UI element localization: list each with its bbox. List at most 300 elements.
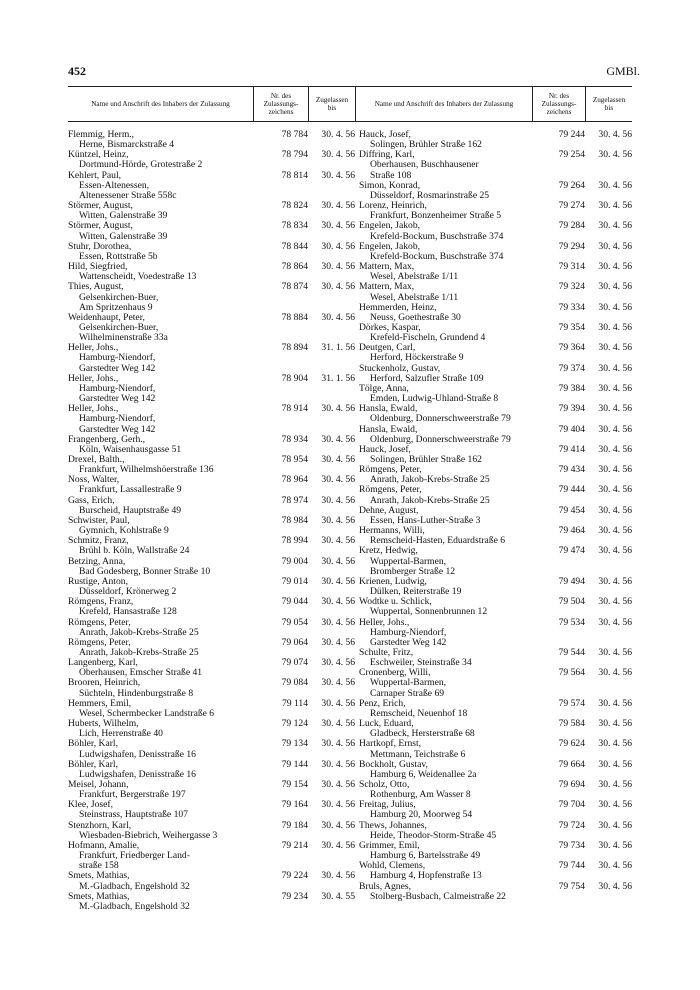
- holder-address-line: Witten, Galenstraße 39: [79, 230, 168, 242]
- holder-address-line: Solingen, Brühler Straße 162: [370, 454, 482, 465]
- table-row: [68, 201, 355, 221]
- registration-number: 79 274: [558, 200, 585, 212]
- table-row: [355, 384, 632, 404]
- holder-address-line: Frankfurt, Bergerstraße 197: [79, 789, 186, 801]
- valid-until-date: 30. 4. 56: [598, 504, 632, 516]
- holder-name: Freitag, Julius,: [359, 799, 416, 811]
- valid-until-date: 30. 4. 56: [321, 311, 355, 323]
- holder-address-line: Essen-Altenessen,: [79, 179, 150, 191]
- holder-name: Heller, Johs.,: [68, 372, 119, 384]
- holder-name-address: [355, 597, 542, 617]
- valid-until-date: 30. 4. 56: [321, 169, 355, 181]
- registration-number: 78 974: [281, 494, 308, 506]
- table-row: [355, 465, 632, 485]
- right-column: [355, 86, 632, 902]
- holder-name: Thies, August,: [68, 281, 124, 293]
- holder-name-address: [355, 221, 542, 241]
- holder-name-address: [355, 262, 542, 282]
- valid-until-date: 30. 4. 56: [598, 220, 632, 232]
- holder-name-address: [355, 282, 542, 302]
- registration-number: 79 494: [558, 575, 585, 587]
- valid-until-date: 30. 4. 56: [598, 758, 632, 770]
- holder-name-address: [355, 526, 542, 546]
- table-row: [68, 475, 355, 495]
- holder-address-line: Hamburg 6, Weidenallee 2a: [370, 768, 477, 780]
- holder-name-address: [68, 374, 263, 404]
- valid-until-date: 30. 4. 56: [598, 880, 632, 892]
- registration-number: 79 624: [558, 738, 585, 750]
- holder-address-line: M.-Gladbach, Engelshold 32: [79, 900, 190, 912]
- valid-until-date: 30. 4. 56: [598, 718, 632, 730]
- holder-name-address: [355, 648, 542, 668]
- table-row: [355, 526, 632, 546]
- holder-name-address: [355, 506, 542, 526]
- holder-name: Brooren, Heinrich,: [68, 677, 141, 689]
- holder-name-address: [68, 597, 263, 617]
- table-row: [355, 404, 632, 424]
- registration-number: 79 244: [558, 129, 585, 140]
- holder-name-address: [68, 800, 263, 820]
- table-row: [68, 343, 355, 373]
- holder-name: Diffring, Karl,: [359, 149, 415, 161]
- holder-address-line: straße 158: [79, 860, 119, 872]
- table-row: [355, 618, 632, 648]
- holder-name-address: [355, 821, 542, 841]
- entry-list: [355, 130, 632, 902]
- header-valid-until: Zugelassen bis: [585, 87, 632, 121]
- table-row: [68, 150, 355, 170]
- holder-name-address: [355, 780, 542, 800]
- registration-number: 79 724: [558, 819, 585, 831]
- header-number: Nr. des Zulassungs-zeichens: [532, 87, 585, 121]
- registration-number: 79 294: [558, 240, 585, 252]
- registration-number: 78 894: [281, 342, 308, 354]
- holder-name: Römgens, Franz,: [68, 596, 134, 608]
- holder-address-line: Hamburg 20, Moorweg 54: [370, 809, 473, 821]
- table-row: [68, 597, 355, 617]
- holder-name-address: [68, 496, 263, 516]
- valid-until-date: 30. 4. 56: [598, 779, 632, 790]
- holder-name-address: [355, 364, 542, 384]
- registration-number: 79 014: [281, 575, 308, 587]
- holder-address-line: Anrath, Jakob-Krebs-Straße 25: [79, 626, 199, 638]
- registration-number: 79 154: [281, 779, 308, 790]
- holder-address-line: Steinstrass, Hauptstraße 107: [79, 809, 188, 821]
- valid-until-date: 31. 1. 56: [321, 372, 355, 384]
- table-row: [68, 719, 355, 739]
- table-row: [68, 313, 355, 343]
- registration-number: 79 314: [558, 261, 585, 273]
- holder-name: Römgens, Peter,: [359, 464, 422, 476]
- valid-until-date: 30. 4. 56: [598, 646, 632, 658]
- registration-number: 78 904: [281, 372, 308, 384]
- registration-number: 79 144: [281, 758, 308, 770]
- table-row: [68, 577, 355, 597]
- left-column: [68, 86, 355, 912]
- valid-until-date: 30. 4. 56: [321, 149, 355, 161]
- table-row: [68, 760, 355, 780]
- valid-until-date: 30. 4. 56: [598, 464, 632, 476]
- table-row: [68, 404, 355, 434]
- valid-until-date: 30. 4. 56: [598, 839, 632, 851]
- holder-address-line: M.-Gladbach, Engelshold 32: [79, 880, 190, 892]
- holder-address-line: Hamburg-Niendorf,: [370, 626, 447, 638]
- holder-address-line: Krefeld-Bockum, Buschstraße 374: [370, 250, 504, 262]
- holder-address-line: Essen, Hans-Luther-Straße 3: [370, 514, 481, 526]
- holder-name-address: [355, 130, 542, 150]
- holder-name-address: [68, 201, 263, 221]
- holder-address-line: Bromberger Straße 12: [370, 565, 456, 577]
- holder-name-address: [355, 699, 542, 719]
- valid-until-date: 30. 4. 56: [598, 382, 632, 394]
- holder-address-line: Oldenburg, Donnerschweerstraße 79: [370, 413, 511, 425]
- holder-name: Römgens, Peter,: [359, 484, 422, 496]
- holder-address-line: Lich, Herrenstraße 40: [79, 728, 163, 740]
- holder-address-line: Am Spritzenhaus 9: [79, 301, 153, 313]
- registration-number: 79 354: [558, 321, 585, 333]
- registration-number: 79 164: [281, 799, 308, 811]
- holder-address-line: Bad Godesberg, Bonner Straße 10: [79, 565, 211, 577]
- table-row: [68, 374, 355, 404]
- valid-until-date: 30. 4. 56: [598, 149, 632, 161]
- holder-name: Hemmers, Emil,: [68, 697, 132, 709]
- holder-name-address: [68, 760, 263, 780]
- table-row: [68, 699, 355, 719]
- holder-address-line: Ludwigshafen, Denisstraße 16: [79, 748, 196, 760]
- valid-until-date: 30. 4. 56: [321, 200, 355, 212]
- holder-name: Engelen, Jakob,: [359, 240, 421, 252]
- holder-address-line: Düsseldorf, Krönerweg 2: [79, 586, 177, 598]
- registration-number: 78 824: [281, 200, 308, 212]
- table-row: [355, 242, 632, 262]
- registration-number: 79 454: [558, 504, 585, 516]
- holder-name: Stuckenholz, Gustav,: [359, 362, 441, 374]
- holder-address-line: Wesel, Schermbecker Landstraße 6: [79, 707, 215, 719]
- holder-name: Betzing, Anna,: [68, 555, 126, 567]
- valid-until-date: 30. 4. 56: [321, 575, 355, 587]
- holder-address-line: Remscheid, Neuenhof 18: [370, 707, 468, 719]
- registration-number: 79 234: [281, 890, 308, 902]
- valid-until-date: 30. 4. 56: [321, 697, 355, 709]
- table-row: [355, 262, 632, 282]
- registration-number: 79 704: [558, 799, 585, 811]
- registration-number: 79 584: [558, 718, 585, 730]
- holder-address-line: Dülken, Reiterstraße 19: [370, 586, 462, 598]
- holder-name-address: [68, 171, 263, 201]
- holder-name-address: [68, 262, 263, 282]
- holder-name: Wodtke u. Schlick,: [359, 596, 432, 608]
- registration-number: 79 064: [281, 636, 308, 648]
- registration-number: 78 834: [281, 220, 308, 232]
- holder-address-line: Remscheid-Hasten, Eduardstraße 6: [370, 535, 506, 547]
- holder-name: Gass, Erich,: [68, 494, 115, 506]
- valid-until-date: 30. 4. 56: [321, 677, 355, 689]
- valid-until-date: 30. 4. 56: [321, 261, 355, 273]
- table-row: [355, 882, 632, 902]
- registration-number: 79 334: [558, 301, 585, 313]
- holder-name: Mattern, Max,: [359, 261, 415, 273]
- holder-name-address: [355, 201, 542, 221]
- holder-name: Störmer, August,: [68, 200, 133, 212]
- valid-until-date: 30. 4. 56: [321, 555, 355, 567]
- registration-number: 79 084: [281, 677, 308, 689]
- valid-until-date: 30. 4. 56: [598, 403, 632, 415]
- holder-name-address: [355, 719, 542, 739]
- valid-until-date: 30. 4. 55: [321, 890, 355, 902]
- holder-name: Wohld, Clemens,: [359, 860, 426, 872]
- holder-name-address: [68, 516, 263, 536]
- table-row: [68, 516, 355, 536]
- valid-until-date: 30. 4. 56: [321, 494, 355, 506]
- holder-name-address: [68, 638, 263, 658]
- holder-name-address: [355, 242, 542, 262]
- holder-name: Hild, Siegfried,: [68, 261, 128, 273]
- holder-name-address: [68, 536, 263, 556]
- table-row: [68, 841, 355, 871]
- holder-address-line: Ludwigshafen, Denisstraße 16: [79, 768, 196, 780]
- valid-until-date: 30. 4. 56: [321, 596, 355, 608]
- holder-address-line: Köln, Waisenhausgasse 51: [79, 443, 182, 455]
- registration-number: 79 374: [558, 362, 585, 374]
- valid-until-date: 30. 4. 56: [321, 403, 355, 415]
- holder-address-line: Burscheid, Hauptstraße 49: [79, 504, 182, 516]
- holder-address-line: Gymnich, Kohlstraße 9: [79, 525, 169, 537]
- header-valid-until: Zugelassen bis: [308, 87, 355, 121]
- holder-name: Drexel, Balth.,: [68, 454, 125, 465]
- registration-number: 79 394: [558, 403, 585, 415]
- registration-number: 79 254: [558, 149, 585, 161]
- holder-name: Hauck, Josef,: [359, 443, 411, 455]
- registration-number: 78 864: [281, 261, 308, 273]
- holder-address-line: Brühl b. Köln, Wallstraße 24: [79, 545, 190, 557]
- table-row: [355, 323, 632, 343]
- holder-address-line: Oberhausen, Buschhausener: [370, 159, 479, 171]
- registration-number: 78 874: [281, 281, 308, 293]
- holder-address-line: Wuppertal-Barmen,: [370, 677, 447, 689]
- holder-name-address: [68, 150, 263, 170]
- registration-number: 79 694: [558, 779, 585, 790]
- holder-name-address: [68, 892, 263, 912]
- holder-name-address: [68, 780, 263, 800]
- holder-name: Hemmerden, Heinz,: [359, 301, 437, 313]
- holder-address-line: Eschweiler, Steinstraße 34: [370, 657, 472, 669]
- holder-name-address: [68, 871, 263, 891]
- table-row: [355, 445, 632, 465]
- valid-until-date: 31. 1. 56: [321, 342, 355, 354]
- table-row: [68, 821, 355, 841]
- registration-number: 79 564: [558, 667, 585, 679]
- table-row: [355, 130, 632, 150]
- holder-address-line: Rothenburg, Am Wasser 8: [370, 789, 471, 801]
- holder-name: Schwister, Paul,: [68, 514, 130, 526]
- holder-name: Mattern, Max,: [359, 281, 415, 293]
- holder-name-address: [68, 282, 263, 312]
- holder-name-address: [355, 739, 542, 759]
- registration-number: 79 324: [558, 281, 585, 293]
- holder-address-line: Gelsenkirchen-Buer,: [79, 291, 159, 303]
- registration-number: 79 004: [281, 555, 308, 567]
- holder-address-line: Anrath, Jakob-Krebs-Straße 25: [79, 646, 199, 658]
- table-row: [355, 577, 632, 597]
- registration-number: 78 844: [281, 240, 308, 252]
- holder-name-address: [355, 485, 542, 505]
- holder-name: Kretz, Hedwig,: [359, 545, 418, 557]
- holder-name-address: [68, 557, 263, 577]
- table-row: [68, 800, 355, 820]
- registration-number: 78 814: [281, 169, 308, 181]
- table-row: [68, 455, 355, 475]
- valid-until-date: 30. 4. 56: [598, 321, 632, 333]
- registration-number: 79 574: [558, 697, 585, 709]
- holder-name-address: [68, 699, 263, 719]
- valid-until-date: 30. 4. 56: [598, 443, 632, 455]
- valid-until-date: 30. 4. 56: [598, 819, 632, 831]
- holder-name: Heller, Johs.,: [68, 403, 119, 415]
- registration-number: 79 134: [281, 738, 308, 750]
- holder-name: Langenberg, Karl,: [68, 657, 138, 669]
- header-name: Name und Anschrift des Inhabers der Zulassung: [91, 100, 230, 108]
- valid-until-date: 30. 4. 56: [598, 738, 632, 750]
- valid-until-date: 30. 4. 56: [321, 799, 355, 811]
- holder-name: Römgens, Peter,: [68, 636, 131, 648]
- table-row: [355, 150, 632, 180]
- holder-name-address: [355, 343, 542, 363]
- holder-name-address: [68, 242, 263, 262]
- holder-name: Weidenhaupt, Peter,: [68, 311, 145, 323]
- registration-number: 78 794: [281, 149, 308, 161]
- holder-address-line: Herford, Salzufler Straße 109: [370, 372, 484, 384]
- holder-name-address: [68, 130, 263, 150]
- holder-address-line: Essen, Rottstraße 5b: [79, 250, 158, 262]
- holder-name: Störmer, August,: [68, 220, 133, 232]
- holder-name: Dörkes, Kaspar,: [359, 321, 421, 333]
- registration-number: 79 224: [281, 870, 308, 882]
- holder-address-line: Krefeld-Fischeln, Grundend 4: [370, 332, 486, 344]
- holder-name-address: [68, 618, 263, 638]
- entry-list: [68, 130, 355, 912]
- holder-address-line: Witten, Galenstraße 39: [79, 210, 168, 222]
- registration-number: 79 184: [281, 819, 308, 831]
- holder-address-line: Wilhelminenstraße 33a: [79, 332, 168, 344]
- holder-name-address: [68, 475, 263, 495]
- holder-address-line: Wiesbaden-Biebrich, Weihergasse 3: [79, 829, 218, 841]
- registration-number: 79 264: [558, 179, 585, 191]
- registration-number: 78 884: [281, 311, 308, 323]
- holder-name-address: [68, 821, 263, 841]
- table-row: [355, 343, 632, 363]
- holder-address-line: Frankfurt, Bonzenheimer Straße 5: [370, 210, 502, 222]
- holder-name-address: [355, 668, 542, 698]
- holder-name-address: [68, 841, 263, 871]
- registration-number: 79 734: [558, 839, 585, 851]
- table-row: [355, 506, 632, 526]
- holder-address-line: Oldenburg, Donnerschweerstraße 79: [370, 433, 511, 445]
- valid-until-date: 30. 4. 56: [321, 474, 355, 486]
- table-row: [68, 536, 355, 556]
- table-row: [68, 557, 355, 577]
- table-row: [68, 658, 355, 678]
- table-row: [68, 618, 355, 638]
- holder-address-line: Garstedter Weg 142: [79, 423, 156, 435]
- holder-address-line: Anrath, Jakob-Krebs-Straße 25: [370, 474, 490, 486]
- holder-name-address: [355, 150, 542, 180]
- table-row: [355, 425, 632, 445]
- valid-until-date: 30. 4. 56: [598, 484, 632, 496]
- holder-name-address: [68, 739, 263, 759]
- registration-number: 78 784: [281, 129, 308, 140]
- holder-name: Küntzel, Heinz,: [68, 149, 129, 161]
- holder-name: Hermanns, Willi,: [359, 525, 425, 537]
- registration-number: 79 754: [558, 880, 585, 892]
- valid-until-date: 30. 4. 56: [598, 799, 632, 811]
- holder-address-line: Wesel, Abelstraße 1/11: [370, 271, 459, 283]
- table-row: [355, 485, 632, 505]
- registration-number: 78 984: [281, 514, 308, 526]
- valid-until-date: 30. 4. 56: [598, 575, 632, 587]
- holder-address-line: Frankfurt, Wilhelmshöerstraße 136: [79, 464, 214, 476]
- registration-number: 79 464: [558, 525, 585, 537]
- registration-number: 79 434: [558, 464, 585, 476]
- holder-address-line: Krefeld-Bockum, Buschstraße 374: [370, 230, 504, 242]
- valid-until-date: 30. 4. 56: [321, 281, 355, 293]
- holder-name: Simon, Konrad,: [359, 179, 421, 191]
- table-row: [355, 546, 632, 576]
- holder-address-line: Frankfurt, Friedberger Land-: [79, 850, 190, 862]
- valid-until-date: 30. 4. 56: [598, 342, 632, 354]
- registration-number: 79 044: [281, 596, 308, 608]
- valid-until-date: 30. 4. 56: [321, 129, 355, 140]
- valid-until-date: 30. 4. 56: [321, 433, 355, 445]
- holder-name: Luck, Eduard,: [359, 718, 414, 730]
- holder-name: Böhler, Karl,: [68, 758, 118, 770]
- registration-number: 79 544: [558, 646, 585, 658]
- valid-until-date: 30. 4. 56: [321, 240, 355, 252]
- holder-address-line: Garstedter Weg 142: [370, 636, 447, 648]
- valid-until-date: 30. 4. 56: [598, 261, 632, 273]
- holder-address-line: Heide, Theodor-Storm-Straße 45: [370, 829, 497, 841]
- table-row: [68, 638, 355, 658]
- table-row: [355, 800, 632, 820]
- registration-number: 78 934: [281, 433, 308, 445]
- holder-address-line: Hamburg 6, Bartelsstraße 49: [370, 850, 481, 862]
- table-row: [68, 262, 355, 282]
- table-row: [355, 739, 632, 759]
- table-header: [68, 86, 355, 122]
- holder-name-address: [68, 435, 263, 455]
- holder-name: Frangenberg, Gerh.,: [68, 433, 146, 445]
- holder-name: Penz, Erich,: [359, 697, 406, 709]
- registration-number: 79 384: [558, 382, 585, 394]
- holder-name-address: [355, 465, 542, 485]
- registration-number: 78 964: [281, 474, 308, 486]
- valid-until-date: 30. 4. 56: [598, 616, 632, 628]
- valid-until-date: 30. 4. 56: [321, 779, 355, 790]
- holder-name-address: [68, 221, 263, 241]
- table-row: [355, 648, 632, 668]
- valid-until-date: 30. 4. 56: [598, 860, 632, 872]
- valid-until-date: 30. 4. 56: [598, 525, 632, 537]
- table-row: [68, 892, 355, 912]
- valid-until-date: 30. 4. 56: [321, 839, 355, 851]
- valid-until-date: 30. 4. 56: [598, 362, 632, 374]
- holder-name: Römgens, Peter,: [68, 616, 131, 628]
- valid-until-date: 30. 4. 56: [598, 281, 632, 293]
- holder-name-address: [68, 719, 263, 739]
- table-row: [68, 242, 355, 262]
- holder-name: Hansla, Ewald,: [359, 423, 418, 435]
- holder-name-address: [68, 658, 263, 678]
- table-row: [68, 678, 355, 698]
